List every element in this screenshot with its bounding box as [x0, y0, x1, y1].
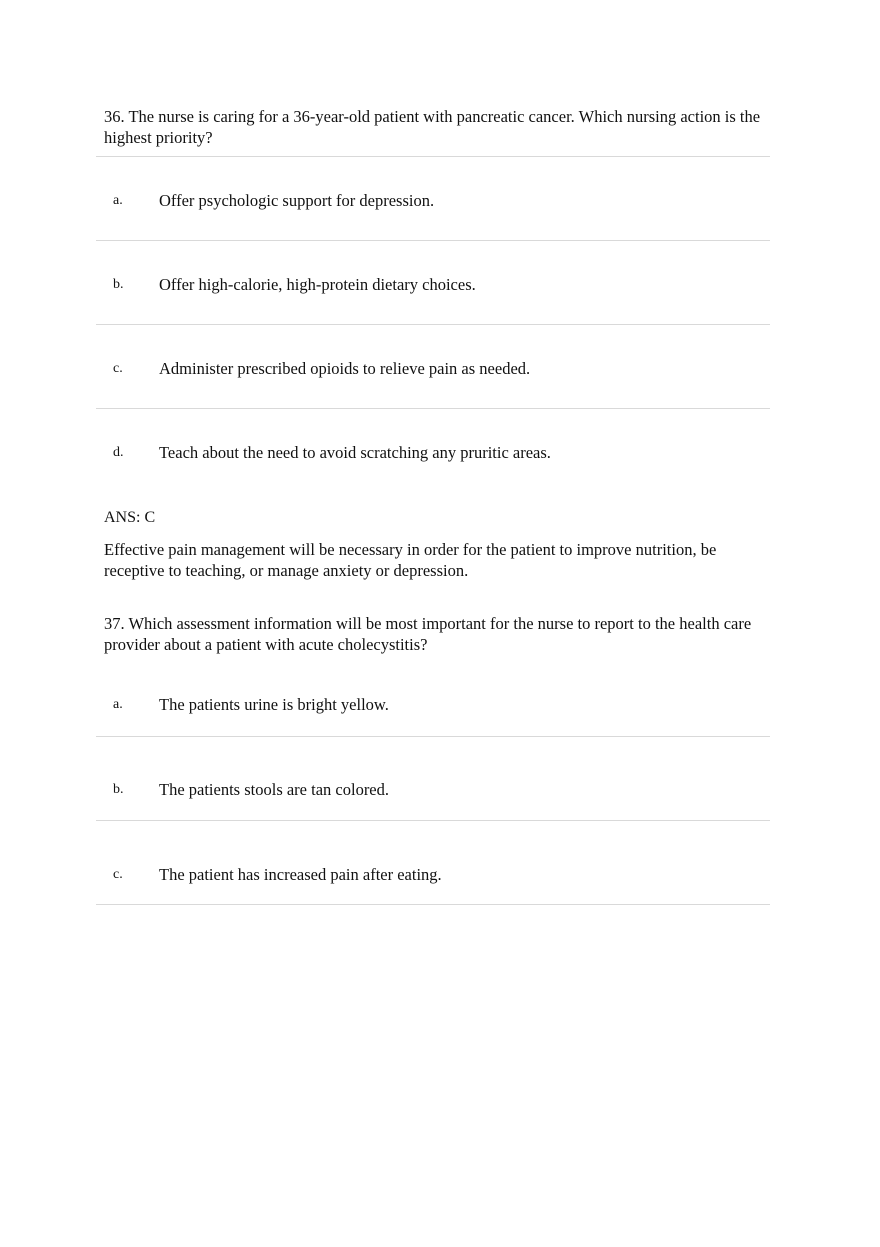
- option-text: The patient has increased pain after eating.: [159, 865, 442, 884]
- option-text: Offer high-calorie, high-protein dietary choices.: [159, 275, 476, 294]
- option-letter: b.: [113, 277, 124, 292]
- option-letter: d.: [113, 445, 124, 460]
- option-letter: a.: [113, 193, 123, 208]
- option-c: [96, 821, 770, 905]
- option-b: [96, 241, 770, 325]
- option-letter: c.: [113, 867, 123, 882]
- answer-key: ANS: C: [104, 509, 156, 526]
- option-letter: b.: [113, 782, 124, 797]
- option-a: [96, 157, 770, 241]
- question-37-options: [96, 653, 770, 905]
- option-text: The patients urine is bright yellow.: [159, 695, 389, 714]
- answer-rationale: Effective pain management will be necessary in order for the patient to improve nutrition, be receptive to teaching, or manage anxiety or depression.: [104, 540, 717, 580]
- option-d: [96, 409, 770, 493]
- option-text: Teach about the need to avoid scratching any pruritic areas.: [159, 443, 551, 462]
- question-36-stem: 36. The nurse is caring for a 36-year-old patient with pancreatic cancer. Which nursing action is the highest priority?: [104, 107, 761, 147]
- option-text: Administer prescribed opioids to relieve pain as needed.: [159, 359, 531, 378]
- option-b: [96, 737, 770, 821]
- option-letter: a.: [113, 697, 123, 712]
- option-a: [96, 653, 770, 737]
- option-letter: c.: [113, 361, 123, 376]
- option-text: The patients stools are tan colored.: [159, 780, 390, 799]
- option-c: [96, 325, 770, 409]
- question-36-options: [96, 157, 770, 493]
- option-text: Offer psychologic support for depression.: [159, 191, 435, 210]
- question-37-stem: 37. Which assessment information will be most important for the nurse to report to the health care provider about a patient with acute cholecystitis?: [104, 614, 752, 654]
